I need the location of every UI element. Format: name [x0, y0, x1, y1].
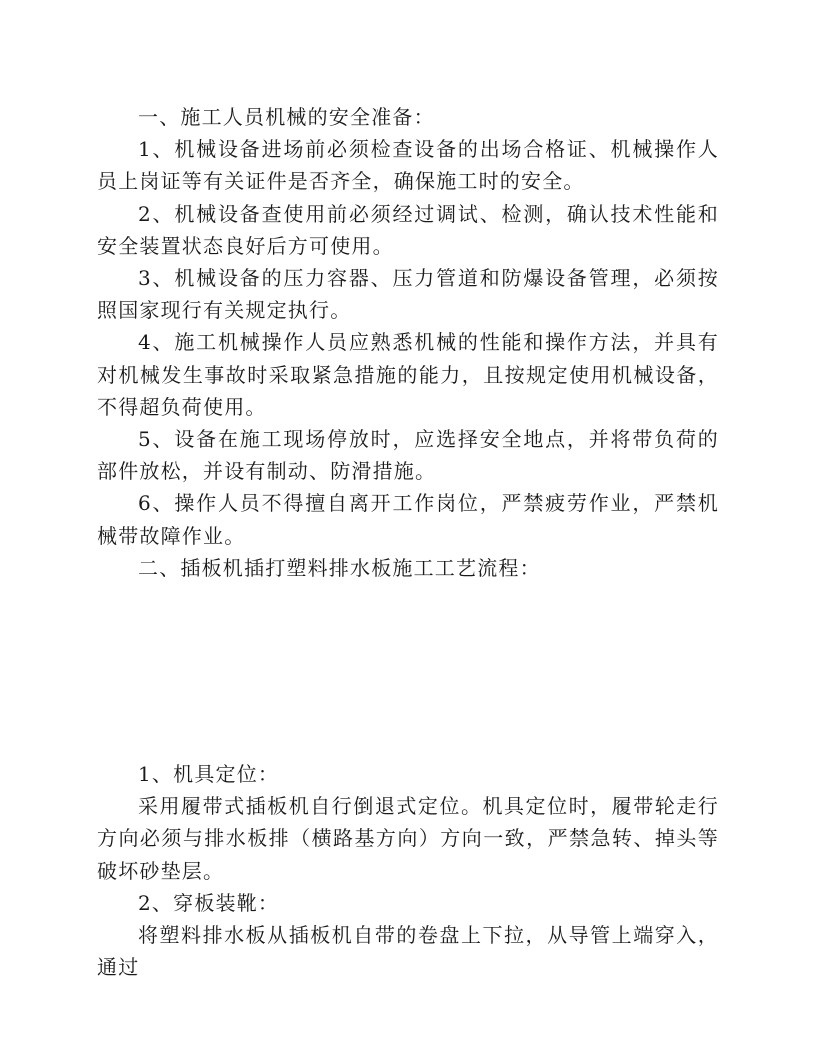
section-1-heading: 一、施工人员机械的安全准备： [138, 105, 435, 129]
document-page [97, 101, 719, 983]
paragraph-item-6: 6、操作人员不得擅自离开工作岗位，严禁疲劳作业，严禁机械带故障作业。 [97, 491, 719, 548]
step-1-body: 采用履带式插板机自行倒退式定位。机具定位时，履带轮走行方向必须与排水板排（横路基方向）方向一致，严禁急转、掉头等破坏砂垫层。 [97, 794, 719, 883]
section-2-heading: 二、插板机插打塑料排水板施工工艺流程： [138, 555, 541, 580]
paragraph-item-4: 4、施工机械操作人员应熟悉机械的性能和操作方法，并具有对机械发生事故时采取紧急措施的能力，且按规定使用机械设备，不得超负荷使用。 [97, 330, 719, 419]
blank-figure-area [97, 584, 719, 758]
step-2-title: 2、穿板装靴： [138, 890, 280, 915]
paragraph-item-3: 3、机械设备的压力容器、压力管道和防爆设备管理，必须按照国家现行有关规定执行。 [97, 266, 719, 323]
paragraph-item-2: 2、机械设备查使用前必须经过调试、检测，确认技术性能和安全装置状态良好后方可使用。 [97, 201, 719, 258]
paragraph-item-1: 1、机械设备进场前必须检查设备的出场合格证、机械操作人员上岗证等有关证件是否齐全，确保施工时的安全。 [97, 137, 719, 194]
step-2-body: 将塑料排水板从插板机自带的卷盘上下拉，从导管上端穿入，通过 [97, 923, 719, 980]
paragraph-item-5: 5、设备在施工现场停放时，应选择安全地点，并将带负荷的部件放松，并设有制动、防滑措施。 [97, 427, 719, 484]
step-1-title: 1、机具定位： [138, 762, 280, 787]
